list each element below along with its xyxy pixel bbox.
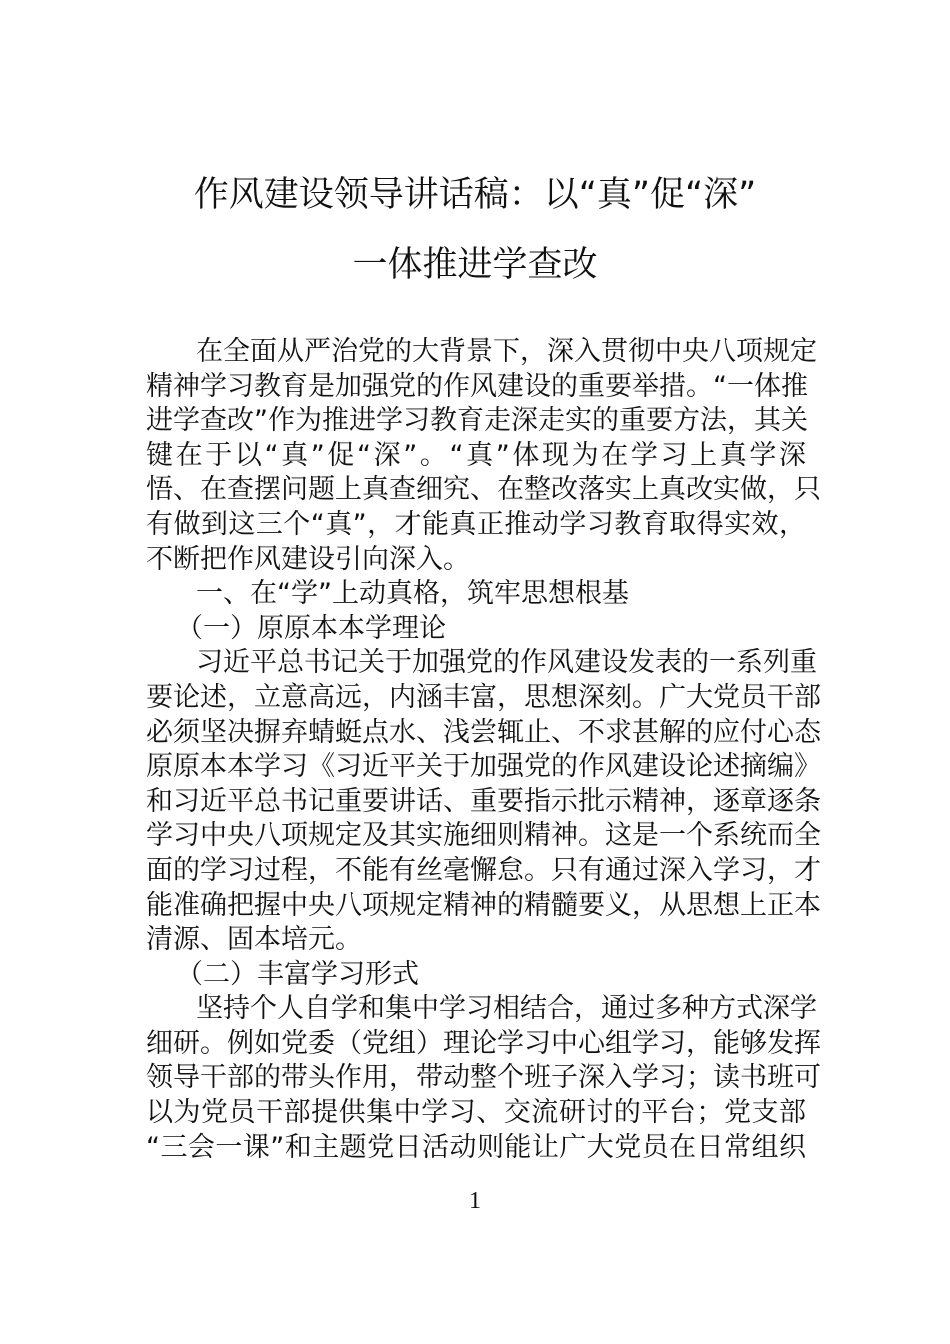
document-body — [146, 335, 821, 1165]
text-line: 习近平总书记关于加强党的作风建设发表的一系列重 — [196, 647, 817, 679]
page-number: 1 — [469, 1188, 481, 1214]
document-title-line-2: 一体推进学查改 — [352, 245, 598, 285]
text-line: 在全面从严治党的大背景下，深入贯彻中央八项规定 — [196, 336, 817, 367]
text-line: 学习中央八项规定及其实施细则精神。这是一个系统而全 — [146, 820, 821, 852]
paragraph — [146, 335, 821, 577]
text-line: 必须坚决摒弃蜻蜓点水、浅尝辄止、不求甚解的应付心态 — [146, 716, 821, 748]
text-line: 精神学习教育是加强党的作风建设的重要举措。“一体推 — [146, 370, 808, 402]
text-line: 有做到这三个“真”，才能真正推动学习教育取得实效， — [146, 508, 806, 540]
document-title-line-1: 作风建设领导讲话稿：以“真”促“深” — [193, 175, 757, 215]
text-line: （二）丰富学习形式 — [176, 958, 419, 990]
text-line: 领导干部的带头作用，带动整个班子深入学习；读书班可 — [146, 1062, 821, 1094]
text-line: 要论述，立意高远，内涵丰富，思想深刻。广大党员干部 — [146, 681, 821, 713]
text-line: “三会一课”和主题党日活动则能让广大党员在日常组织 — [146, 1131, 806, 1163]
text-line: 进学查改”作为推进学习教育走深走实的重要方法，其关 — [146, 405, 808, 437]
section-heading — [146, 612, 806, 647]
text-line: 不断把作风建设引向深入。 — [146, 543, 470, 575]
section-heading — [146, 958, 806, 993]
text-line: 一、在“学”上动真格，筑牢思想根基 — [196, 578, 629, 610]
text-line: 清源、固本培元。 — [146, 924, 362, 956]
paragraph — [146, 992, 821, 1165]
text-line: 能准确把握中央八项规定精神的精髓要义，从思想上正本 — [146, 889, 821, 921]
text-line: 面的学习过程，不能有丝毫懈怠。只有通过深入学习，才 — [146, 854, 821, 886]
text-line: 键在于以“真”促“深”。“真”体现为在学习上真学深 — [146, 439, 806, 471]
text-line: 原原本本学习《习近平关于加强党的作风建设论述摘编》 — [146, 751, 821, 783]
text-line: 细研。例如党委（党组）理论学习中心组学习，能够发挥 — [146, 1027, 821, 1059]
text-line: 和习近平总书记重要讲话、重要指示批示精神，逐章逐条 — [146, 785, 821, 817]
text-line: （一）原原本本学理论 — [176, 612, 446, 644]
text-line: 悟、在查摆问题上真查细究、在整改落实上真改实做，只 — [146, 474, 821, 506]
section-heading — [146, 577, 806, 612]
paragraph — [146, 646, 821, 957]
text-line: 以为党员干部提供集中学习、交流研讨的平台；党支部 — [146, 1097, 806, 1129]
text-line: 坚持个人自学和集中学习相结合，通过多种方式深学 — [196, 993, 817, 1025]
